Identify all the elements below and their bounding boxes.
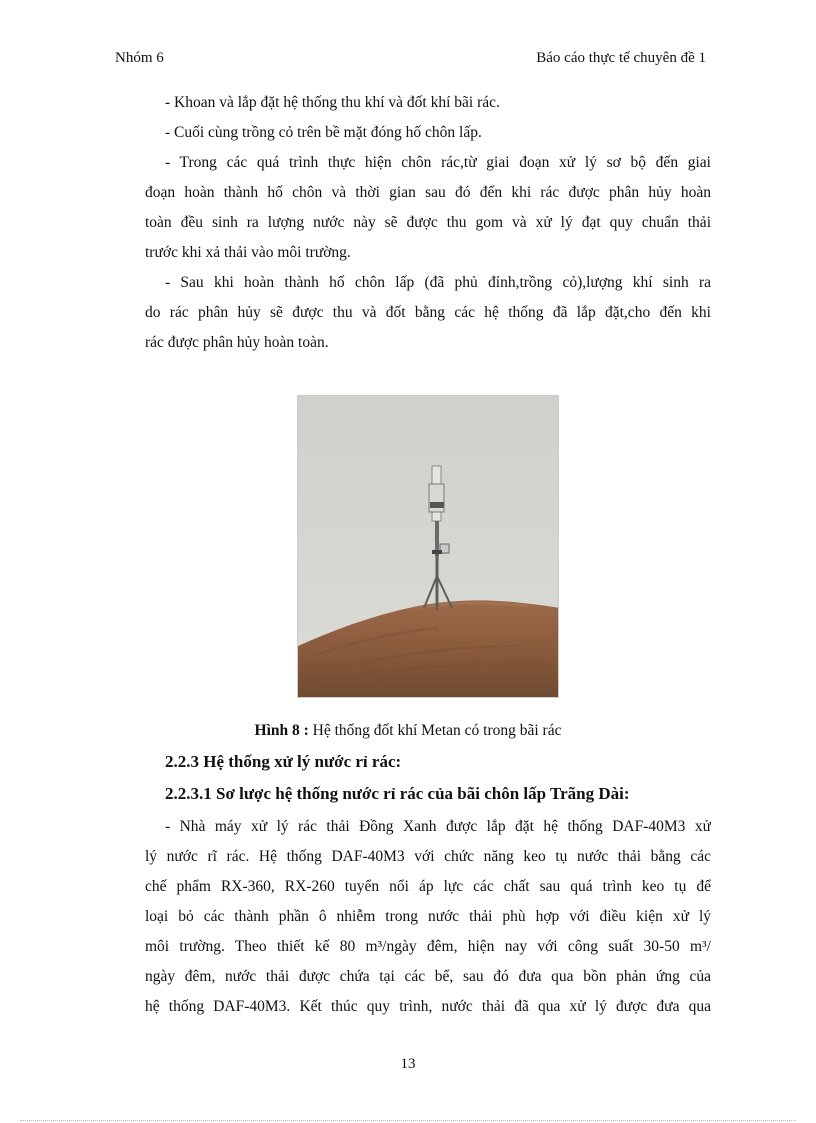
paragraph-line: rác được phân hủy hoàn toàn. (145, 334, 329, 351)
text-block-bottom (145, 812, 711, 1022)
paragraph-line: môi trường. Theo thiết kế 80 m³/ngày đêm, hiện nay với công suất 30-50 m³/ (145, 938, 711, 955)
section-heading-2-2-3-1: 2.2.3.1 Sơ lược hệ thống nước rỉ rác của bãi chôn lấp Trãng Dài: (165, 784, 630, 803)
paragraph-line: - Nhà máy xử lý rác thải Đồng Xanh được lắp đặt hệ thống DAF-40M3 xử (165, 818, 711, 835)
paragraph-line: trước khi xả thải vào môi trường. (145, 244, 351, 261)
paragraph-line: do rác phân hủy sẽ được thu và đốt bằng các hệ thống đã lắp đặt,cho đến khi (145, 304, 711, 321)
page-number: 13 (400, 1056, 416, 1072)
paragraph-line: ngày đêm, nước thải được chứa tại các bể, sau đó đưa qua bồn phản ứng của (145, 968, 711, 985)
paragraph-line: - Sau khi hoàn thành hố chôn lấp (đã phủ đỉnh,trồng cỏ),lượng khí sinh ra (165, 274, 711, 291)
text-block-top (145, 88, 711, 358)
figure-caption-text: Hệ thống đốt khí Metan có trong bãi rác (308, 722, 562, 739)
gas-flare-photo (298, 396, 559, 698)
page-header-left: Nhóm 6 (115, 50, 164, 66)
paragraph-line: chế phẩm RX-360, RX-260 tuyển nổi áp lực các chất sau quá trình keo tụ để (145, 878, 711, 895)
paragraph-line: - Trong các quá trình thực hiện chôn rác,từ giai đoạn xử lý sơ bộ đến giai (165, 154, 711, 171)
section-heading-2-2-3: 2.2.3 Hệ thống xử lý nước rỉ rác: (165, 752, 402, 771)
figure-caption-label: Hình 8 : (254, 722, 309, 739)
page-header-right: Báo cáo thực tế chuyên đề 1 (536, 50, 706, 66)
paragraph-line: - Khoan và lắp đặt hệ thống thu khí và đốt khí bãi rác. (165, 94, 500, 111)
footer-divider (20, 1120, 796, 1121)
paragraph-line: loại bỏ các thành phần ô nhiễm trong nước thải phù hợp với điều kiện xử lý (145, 908, 711, 925)
figure-caption (0, 722, 816, 740)
paragraph-line: - Cuối cùng trồng cỏ trên bề mặt đóng hố chôn lấp. (165, 124, 482, 141)
paragraph-line: lý nước rĩ rác. Hệ thống DAF-40M3 với chức năng keo tụ nước thải bằng các (145, 848, 711, 865)
paragraph-line: toàn đều sinh ra lượng nước này sẽ được thu gom và xử lý đạt quy chuẩn thải (145, 214, 711, 231)
paragraph-line: hệ thống DAF-40M3. Kết thúc quy trình, nước thải đã qua xử lý được đưa qua (145, 998, 711, 1015)
paragraph-line: đoạn hoàn thành hố chôn và thời gian sau đó đến khi rác được phân hủy hoàn (145, 184, 711, 201)
figure-photo (297, 395, 559, 698)
